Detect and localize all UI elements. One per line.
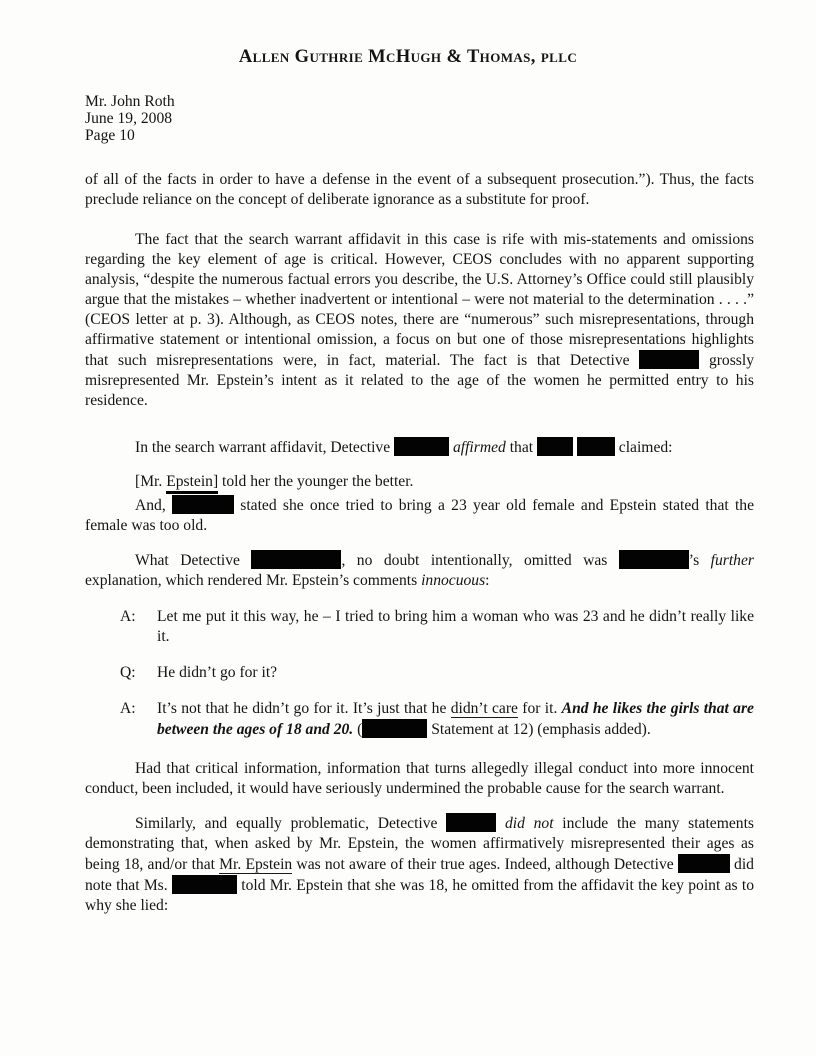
redaction-bar (446, 813, 496, 832)
text-segment: explanation, which rendered Mr. Epstein’s comments (85, 572, 422, 589)
text-segment: And he likes the girls that are between the ages of 18 and 20. (157, 700, 754, 738)
text-segment: claimed: (614, 439, 673, 456)
redaction-bar (639, 350, 699, 369)
text-segment: The fact that the search warrant affidavit in this case is rife with mis-statements and omissions regarding the key element of age is critical. However, CEOS concludes with no apparent supporting analysis, “despite the numerous factual errors you describe, the U.S. Attorney’s Office could still plausibly argue that the mistakes – whether inadvertent or intentional – were not material to the determination . . . .” (CEOS letter at p. 3). Although, as CEOS notes, there are “numerous” such misrepresentations, through affirmative statement or intentional omission, a focus on but one of those misrepresentations highlights that such misrepresentations were, in fact, material. The fact is that Detective (85, 231, 754, 369)
text-segment: : (485, 572, 490, 589)
redaction-bar (394, 437, 449, 456)
text-segment: Had that critical information, information that turns allegedly illegal conduct into more innocent conduct, been included, it would have seriously undermined the probable cause for the search warrant. (85, 760, 754, 797)
text-segment: further (710, 552, 754, 569)
text-segment: of all of the facts in order to have a defense in the event of a subsequent prosecution.”). Thus, the facts preclude reliance on the concept of deliberate ignorance as a substitute for proof. (85, 171, 754, 208)
qa-text (157, 607, 754, 647)
quote-block (85, 472, 754, 536)
text-segment: affirmed (452, 439, 506, 456)
text-segment: In the search warrant affidavit, Detective (135, 439, 395, 456)
paragraph-probable-cause (85, 759, 754, 799)
text-segment: told her the younger the better. (218, 473, 414, 490)
text-segment: was not aware of their true ages. Indeed, although Detective (292, 856, 678, 873)
text-segment: stated she once tried to bring a 23 year old female and Epstein stated that the female was too old. (85, 497, 754, 534)
paragraph-omitted-explanation (85, 550, 754, 591)
redaction-bar (172, 495, 234, 514)
paragraph-similarly-problematic (85, 813, 754, 916)
recipient-name: Mr. John Roth (85, 93, 175, 110)
qa-item-answer-1 (85, 607, 754, 647)
page-number: Page 10 (85, 127, 135, 144)
text-segment: It’s not that he didn’t go for it. It’s just that he (157, 700, 451, 717)
text-segment: for it. (517, 700, 562, 717)
qa-text (157, 663, 754, 683)
paragraph-continuation (85, 170, 754, 210)
text-segment: told Mr. Epstein that she was 18, he omitted from the affidavit the key point as to why she lied: (85, 877, 754, 914)
text-segment: grossly misrepresented Mr. Epstein’s intent as it related to the age of the women he permitted entry to his residence. (85, 352, 754, 409)
text-segment: Let me put it this way, he – I tried to bring him a woman who was 23 and he didn’t really like it. (157, 608, 754, 645)
text-segment: did not (504, 815, 554, 832)
text-segment: What Detective (135, 552, 252, 569)
qa-label-a: A: (120, 608, 136, 625)
address-block (85, 93, 754, 144)
letter-date: June 19, 2008 (85, 110, 173, 127)
redaction-bar (619, 550, 689, 569)
text-segment: [Mr. (135, 473, 167, 490)
redaction-bar (251, 550, 341, 569)
text-segment: Mr. Epstein (219, 856, 293, 873)
quote-line-too-old (85, 495, 754, 536)
letterhead-firm-name: Allen Guthrie McHugh & Thomas, pllc (238, 47, 578, 67)
text-segment: Statement at 12) (emphasis added). (427, 721, 651, 738)
text-segment: didn’t care (450, 700, 518, 717)
qa-label-q: Q: (120, 664, 136, 681)
text-segment (496, 815, 505, 832)
paragraph-search-warrant-affidavit (85, 230, 754, 411)
text-segment: did note that Ms. (85, 856, 754, 894)
text-segment: ( (353, 721, 363, 738)
text-segment: that (505, 439, 537, 456)
text-segment: Similarly, and equally problematic, Detective (135, 815, 447, 832)
qa-text (157, 699, 754, 740)
text-segment: ’s (688, 552, 711, 569)
text-segment: include the many statements demonstrating that, when asked by Mr. Epstein, the women affirmatively misrepresented their ages as being 18, and/or that (85, 815, 754, 873)
qa-item-question-1 (85, 663, 754, 683)
redaction-bar (577, 437, 615, 456)
text-segment: innocuous (421, 572, 486, 589)
quote-line-younger-the-better (85, 472, 754, 492)
redaction-bar (537, 437, 573, 456)
qa-label-a: A: (120, 700, 136, 717)
paragraph-detective-affirmed (85, 437, 754, 458)
qa-item-answer-2 (85, 699, 754, 740)
text-segment: And, (135, 497, 173, 514)
redaction-bar (172, 875, 237, 894)
redaction-bar (362, 719, 427, 738)
redaction-bar (678, 854, 730, 873)
text-segment: , no doubt intentionally, omitted was (341, 552, 619, 569)
text-segment: Epstein] (166, 473, 218, 494)
text-segment: He didn’t go for it? (157, 664, 278, 681)
